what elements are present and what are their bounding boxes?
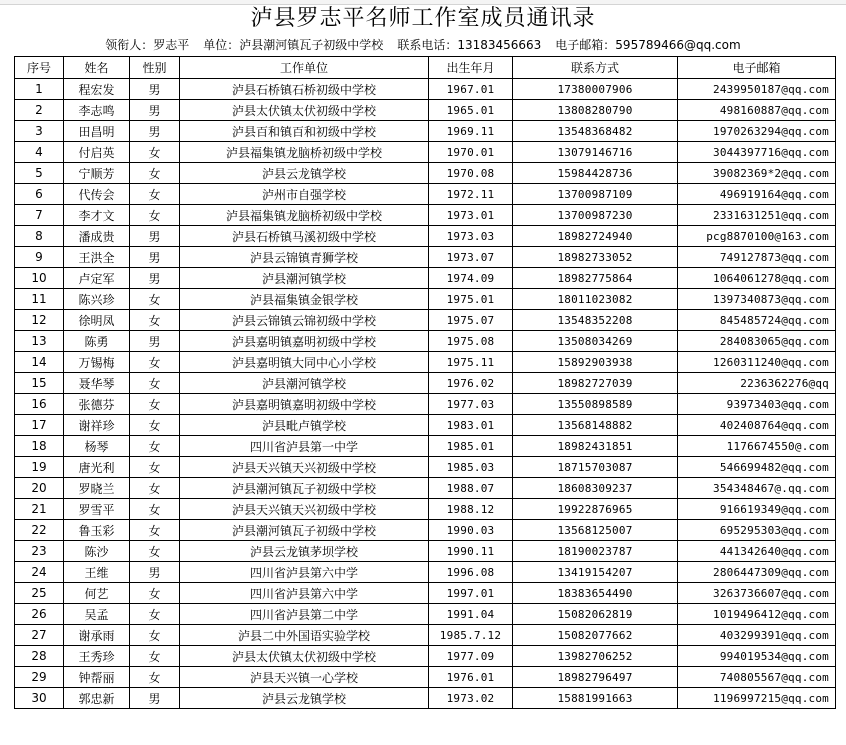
table-row [15,457,836,478]
cell-workplace: 泸县潮河镇瓦子初级中学校 [180,478,429,499]
cell-index: 5 [15,163,64,184]
cell-index: 15 [15,373,64,394]
cell-birth: 1985.01 [429,436,513,457]
cell-name: 田昌明 [64,121,130,142]
cell-birth: 1972.11 [429,184,513,205]
cell-email: 546699482@qq.com [678,457,836,478]
cell-index: 28 [15,646,64,667]
cell-name: 鲁玉彩 [64,520,130,541]
cell-contact: 18982796497 [513,667,678,688]
cell-workplace: 泸县二中外国语实验学校 [180,625,429,646]
cell-contact: 13568148882 [513,415,678,436]
header-contact: 联系方式 [513,57,678,79]
cell-contact: 18982733052 [513,247,678,268]
cell-index: 12 [15,310,64,331]
cell-contact: 13419154207 [513,562,678,583]
cell-workplace: 四川省泸县第六中学 [180,562,429,583]
cell-gender: 男 [130,100,180,121]
cell-gender: 女 [130,373,180,394]
cell-gender: 女 [130,646,180,667]
cell-name: 王维 [64,562,130,583]
cell-contact: 18190023787 [513,541,678,562]
cell-gender: 女 [130,478,180,499]
cell-email: 1176674550@.com [678,436,836,457]
cell-birth: 1990.03 [429,520,513,541]
cell-birth: 1974.09 [429,268,513,289]
table-row [15,562,836,583]
cell-index: 30 [15,688,64,709]
cell-contact: 18011023082 [513,289,678,310]
cell-gender: 男 [130,268,180,289]
header-birth: 出生年月 [429,57,513,79]
cell-contact: 13568125007 [513,520,678,541]
cell-workplace: 泸县嘉明镇嘉明初级中学校 [180,394,429,415]
cell-index: 17 [15,415,64,436]
cell-index: 20 [15,478,64,499]
cell-gender: 女 [130,436,180,457]
cell-workplace: 四川省泸县第一中学 [180,436,429,457]
cell-email: 441342640@qq.com [678,541,836,562]
cell-index: 29 [15,667,64,688]
cell-email: 284083065@qq.com [678,331,836,352]
cell-gender: 男 [130,688,180,709]
cell-contact: 13079146716 [513,142,678,163]
cell-index: 2 [15,100,64,121]
table-row [15,205,836,226]
cell-birth: 1975.01 [429,289,513,310]
table-row [15,121,836,142]
cell-name: 吴孟 [64,604,130,625]
cell-birth: 1970.01 [429,142,513,163]
table-row [15,667,836,688]
cell-contact: 18982724940 [513,226,678,247]
cell-index: 8 [15,226,64,247]
cell-contact: 18982431851 [513,436,678,457]
cell-gender: 男 [130,562,180,583]
cell-name: 谢承雨 [64,625,130,646]
cell-name: 代传会 [64,184,130,205]
cell-gender: 女 [130,205,180,226]
cell-gender: 男 [130,247,180,268]
cell-contact: 18383654490 [513,583,678,604]
cell-name: 宁顺芳 [64,163,130,184]
cell-contact: 15082077662 [513,625,678,646]
cell-index: 4 [15,142,64,163]
cell-email: 740805567@qq.com [678,667,836,688]
cell-email: 1064061278@qq.com [678,268,836,289]
cell-birth: 1973.02 [429,688,513,709]
cell-birth: 1975.11 [429,352,513,373]
cell-contact: 17380007906 [513,79,678,100]
cell-name: 程宏发 [64,79,130,100]
cell-gender: 男 [130,79,180,100]
cell-birth: 1976.02 [429,373,513,394]
cell-name: 陈沙 [64,541,130,562]
cell-email: 93973403@qq.com [678,394,836,415]
cell-name: 王洪全 [64,247,130,268]
cell-email: 2439950187@qq.com [678,79,836,100]
cell-contact: 18608309237 [513,478,678,499]
cell-email: 1196997215@qq.com [678,688,836,709]
table-row [15,289,836,310]
table-row [15,478,836,499]
cell-name: 杨琴 [64,436,130,457]
cell-gender: 女 [130,583,180,604]
table-row [15,163,836,184]
cell-gender: 女 [130,415,180,436]
cell-index: 11 [15,289,64,310]
cell-birth: 1967.01 [429,79,513,100]
cell-email: 845485724@qq.com [678,310,836,331]
cell-contact: 15892903938 [513,352,678,373]
cell-index: 13 [15,331,64,352]
cell-gender: 女 [130,604,180,625]
cell-workplace: 泸县太伏镇太伏初级中学校 [180,646,429,667]
cell-index: 24 [15,562,64,583]
cell-birth: 1991.04 [429,604,513,625]
cell-workplace: 泸县潮河镇学校 [180,268,429,289]
cell-workplace: 泸县福集镇龙脑桥初级中学校 [180,205,429,226]
cell-name: 付启英 [64,142,130,163]
cell-workplace: 泸县潮河镇学校 [180,373,429,394]
cell-contact: 13982706252 [513,646,678,667]
cell-email: pcg8870100@163.com [678,226,836,247]
header-index: 序号 [15,57,64,79]
leader-text: 领衔人：罗志平 [105,38,190,52]
cell-name: 聂华琴 [64,373,130,394]
table-row [15,331,836,352]
cell-workplace: 泸县云龙镇学校 [180,688,429,709]
cell-gender: 女 [130,520,180,541]
page-title: 泸县罗志平名师工作室成员通讯录 [250,6,596,31]
table-row [15,142,836,163]
cell-birth: 1975.08 [429,331,513,352]
cell-workplace: 四川省泸县第二中学 [180,604,429,625]
cell-index: 14 [15,352,64,373]
cell-name: 罗雪平 [64,499,130,520]
cell-email: 2806447309@qq.com [678,562,836,583]
cell-index: 21 [15,499,64,520]
cell-gender: 女 [130,457,180,478]
cell-contact: 18982727039 [513,373,678,394]
cell-email: 1019496412@qq.com [678,604,836,625]
cell-gender: 女 [130,541,180,562]
cell-gender: 女 [130,289,180,310]
cell-workplace: 泸县福集镇金银学校 [180,289,429,310]
table-row [15,79,836,100]
cell-gender: 女 [130,184,180,205]
cell-gender: 女 [130,394,180,415]
cell-email: 1397340873@qq.com [678,289,836,310]
table-row [15,646,836,667]
cell-index: 7 [15,205,64,226]
header-name: 姓名 [64,57,130,79]
cell-email: 354348467@.qq.com [678,478,836,499]
cell-birth: 1969.11 [429,121,513,142]
cell-email: 39082369*2@qq.com [678,163,836,184]
cell-birth: 1988.12 [429,499,513,520]
cell-birth: 1965.01 [429,100,513,121]
cell-contact: 15984428736 [513,163,678,184]
cell-birth: 1977.03 [429,394,513,415]
cell-birth: 1970.08 [429,163,513,184]
table-row [15,688,836,709]
cell-workplace: 泸县天兴镇天兴初级中学校 [180,499,429,520]
cell-birth: 1976.01 [429,667,513,688]
cell-email: 1970263294@qq.com [678,121,836,142]
cell-name: 张德芬 [64,394,130,415]
cell-birth: 1973.01 [429,205,513,226]
cell-name: 徐明凤 [64,310,130,331]
cell-index: 1 [15,79,64,100]
cell-email: 498160887@qq.com [678,100,836,121]
table-row [15,436,836,457]
table-row [15,226,836,247]
table-row [15,394,836,415]
cell-contact: 13508034269 [513,331,678,352]
cell-index: 10 [15,268,64,289]
cell-name: 李才文 [64,205,130,226]
cell-name: 谢祥珍 [64,415,130,436]
cell-name: 陈勇 [64,331,130,352]
cell-index: 3 [15,121,64,142]
cell-workplace: 泸县云龙镇学校 [180,163,429,184]
cell-gender: 女 [130,667,180,688]
cell-email: 403299391@qq.com [678,625,836,646]
table-row [15,604,836,625]
cell-workplace: 泸县石桥镇马溪初级中学校 [180,226,429,247]
cell-workplace: 泸县石桥镇石桥初级中学校 [180,79,429,100]
cell-contact: 15082062819 [513,604,678,625]
cell-name: 唐光利 [64,457,130,478]
cell-email: 2331631251@qq.com [678,205,836,226]
cell-workplace: 泸县福集镇龙脑桥初级中学校 [180,142,429,163]
cell-index: 18 [15,436,64,457]
unit-text: 单位：泸县潮河镇瓦子初级中学校 [203,38,384,52]
cell-name: 陈兴珍 [64,289,130,310]
cell-birth: 1990.11 [429,541,513,562]
cell-email: 749127873@qq.com [678,247,836,268]
table-row [15,247,836,268]
cell-gender: 女 [130,625,180,646]
cell-workplace: 泸县太伏镇太伏初级中学校 [180,100,429,121]
cell-workplace: 泸县嘉明镇嘉明初级中学校 [180,331,429,352]
cell-contact: 13700987230 [513,205,678,226]
table-row [15,352,836,373]
cell-name: 李志鸣 [64,100,130,121]
cell-gender: 女 [130,142,180,163]
table-row [15,499,836,520]
cell-index: 26 [15,604,64,625]
cell-workplace: 泸县天兴镇天兴初级中学校 [180,457,429,478]
cell-gender: 男 [130,121,180,142]
table-row [15,415,836,436]
cell-index: 9 [15,247,64,268]
cell-contact: 13548368482 [513,121,678,142]
cell-email: 994019534@qq.com [678,646,836,667]
cell-birth: 1997.01 [429,583,513,604]
table-row [15,583,836,604]
cell-workplace: 泸县潮河镇瓦子初级中学校 [180,520,429,541]
table-row [15,268,836,289]
cell-gender: 女 [130,352,180,373]
header-gender: 性别 [130,57,180,79]
member-table [14,56,836,709]
table-row [15,520,836,541]
cell-workplace: 泸县云锦镇青狮学校 [180,247,429,268]
cell-gender: 男 [130,331,180,352]
cell-birth: 1996.08 [429,562,513,583]
table-row [15,625,836,646]
header-workplace: 工作单位 [180,57,429,79]
cell-index: 23 [15,541,64,562]
cell-index: 16 [15,394,64,415]
cell-gender: 男 [130,226,180,247]
cell-contact: 13700987109 [513,184,678,205]
cell-workplace: 泸县百和镇百和初级中学校 [180,121,429,142]
cell-workplace: 泸县毗卢镇学校 [180,415,429,436]
cell-index: 19 [15,457,64,478]
cell-birth: 1985.7.12 [429,625,513,646]
cell-email: 3044397716@qq.com [678,142,836,163]
cell-birth: 1985.03 [429,457,513,478]
table-header-row [15,57,836,79]
table-row [15,184,836,205]
cell-name: 罗晓兰 [64,478,130,499]
cell-workplace: 泸县云龙镇茅坝学校 [180,541,429,562]
cell-contact: 19922876965 [513,499,678,520]
cell-email: 916619349@qq.com [678,499,836,520]
cell-birth: 1988.07 [429,478,513,499]
cell-name: 郭忠新 [64,688,130,709]
table-row [15,373,836,394]
cell-workplace: 四川省泸县第六中学 [180,583,429,604]
cell-contact: 18715703087 [513,457,678,478]
cell-birth: 1973.07 [429,247,513,268]
cell-email: 2236362276@qq [678,373,836,394]
cell-name: 万锡梅 [64,352,130,373]
cell-email: 3263736607@qq.com [678,583,836,604]
cell-index: 22 [15,520,64,541]
cell-workplace: 泸县天兴镇一心学校 [180,667,429,688]
cell-workplace: 泸县嘉明镇大同中心小学校 [180,352,429,373]
table-row [15,310,836,331]
cell-gender: 女 [130,163,180,184]
phone-text: 联系电话：13183456663 [397,38,542,52]
cell-name: 潘成贵 [64,226,130,247]
cell-name: 王秀珍 [64,646,130,667]
cell-contact: 13808280790 [513,100,678,121]
cell-birth: 1975.07 [429,310,513,331]
email-text: 电子邮箱：595789466@qq.com [555,38,741,52]
cell-birth: 1983.01 [429,415,513,436]
cell-email: 402408764@qq.com [678,415,836,436]
cell-email: 1260311240@qq.com [678,352,836,373]
cell-birth: 1973.03 [429,226,513,247]
cell-index: 27 [15,625,64,646]
cell-name: 卢定军 [64,268,130,289]
cell-birth: 1977.09 [429,646,513,667]
cell-workplace: 泸县云锦镇云锦初级中学校 [180,310,429,331]
cell-gender: 女 [130,310,180,331]
cell-workplace: 泸州市自强学校 [180,184,429,205]
cell-contact: 15881991663 [513,688,678,709]
cell-name: 何艺 [64,583,130,604]
cell-gender: 女 [130,499,180,520]
cell-contact: 18982775864 [513,268,678,289]
cell-email: 695295303@qq.com [678,520,836,541]
cell-contact: 13548352208 [513,310,678,331]
info-line [0,35,846,55]
cell-index: 6 [15,184,64,205]
table-row [15,541,836,562]
header-email: 电子邮箱 [678,57,836,79]
cell-index: 25 [15,583,64,604]
cell-email: 496919164@qq.com [678,184,836,205]
table-row [15,100,836,121]
cell-name: 钟帮丽 [64,667,130,688]
cell-contact: 13550898589 [513,394,678,415]
